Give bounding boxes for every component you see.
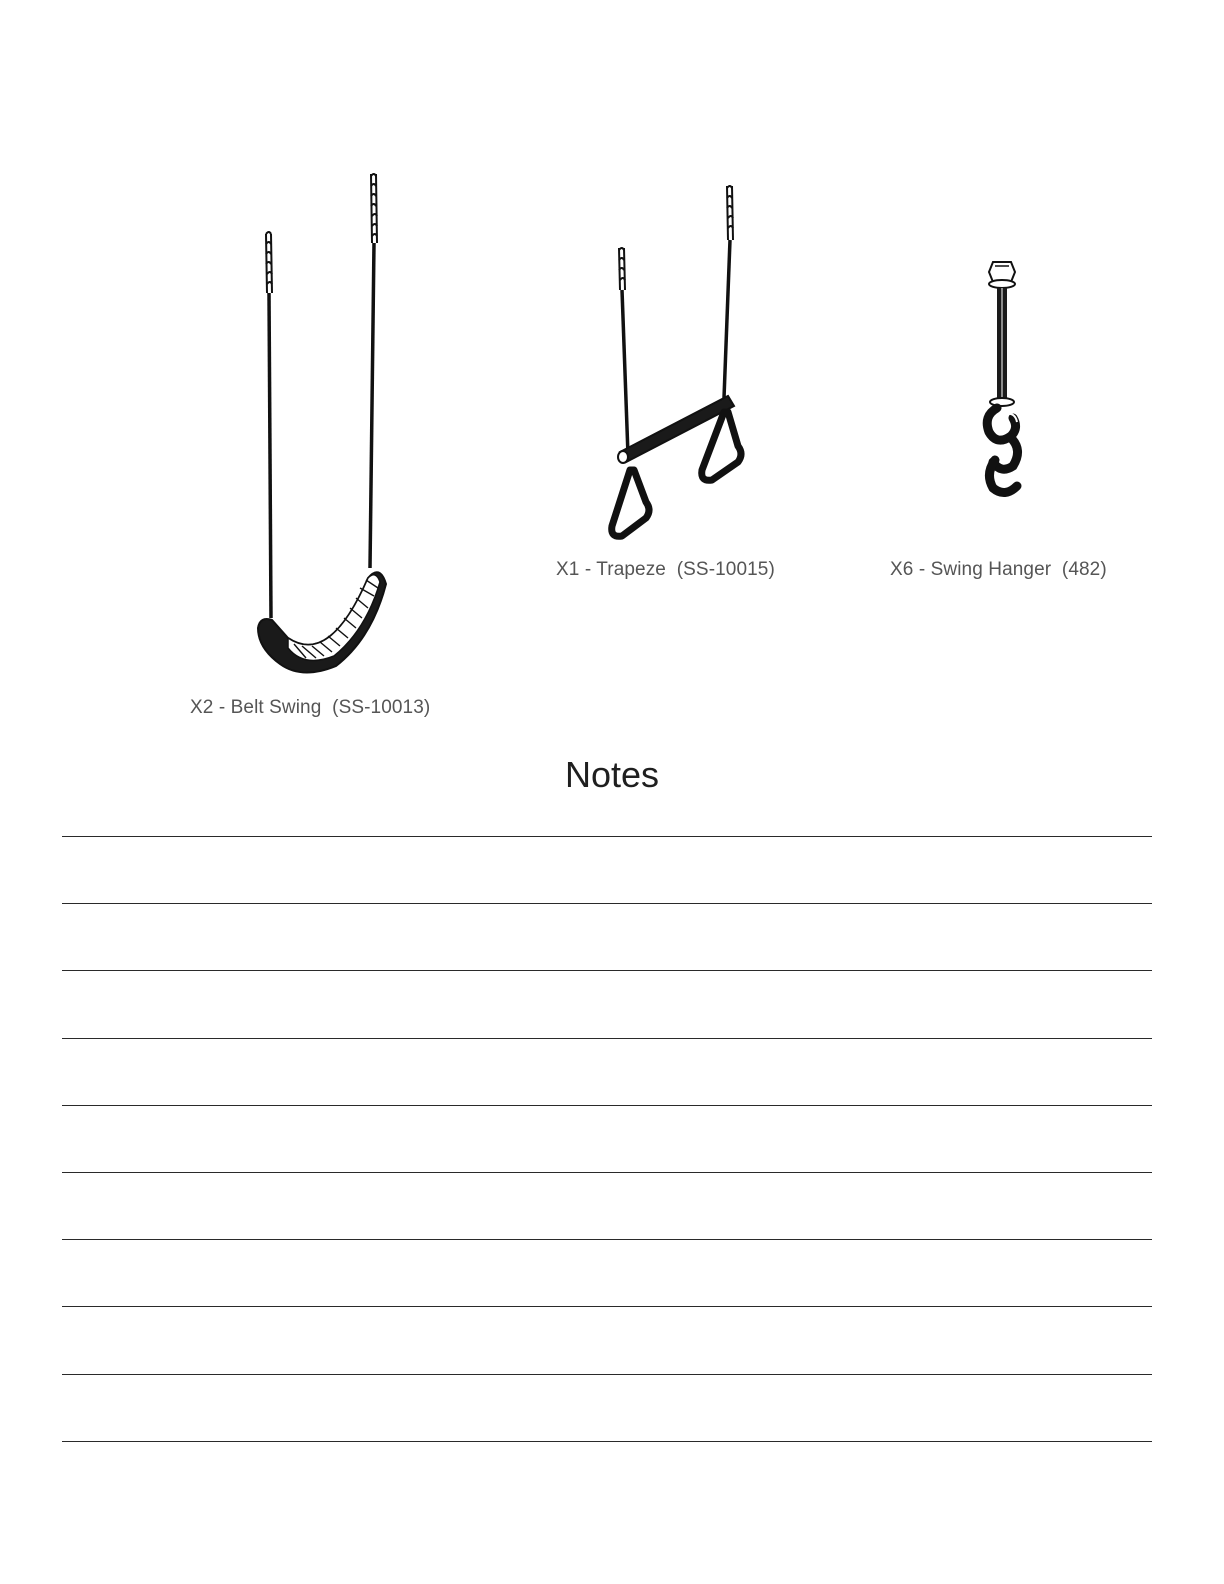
note-line (62, 1105, 1152, 1106)
notes-title: Notes (564, 754, 660, 795)
note-line (62, 836, 1152, 837)
swing-hanger-caption: X6 - Swing Hanger (482) (890, 559, 1107, 580)
belt-swing-illustration (240, 168, 410, 688)
note-line (62, 1306, 1152, 1307)
note-line (62, 1239, 1152, 1240)
note-line (62, 1374, 1152, 1375)
note-line (62, 1441, 1152, 1442)
trapeze-caption: X1 - Trapeze (SS-10015) (556, 559, 775, 580)
note-line (62, 1172, 1152, 1173)
note-line (62, 1038, 1152, 1039)
belt-swing-caption: X2 - Belt Swing (SS-10013) (190, 697, 431, 718)
swing-hanger-illustration (975, 252, 1035, 502)
trapeze-illustration (598, 180, 758, 545)
note-line (62, 970, 1152, 971)
note-line (62, 903, 1152, 904)
